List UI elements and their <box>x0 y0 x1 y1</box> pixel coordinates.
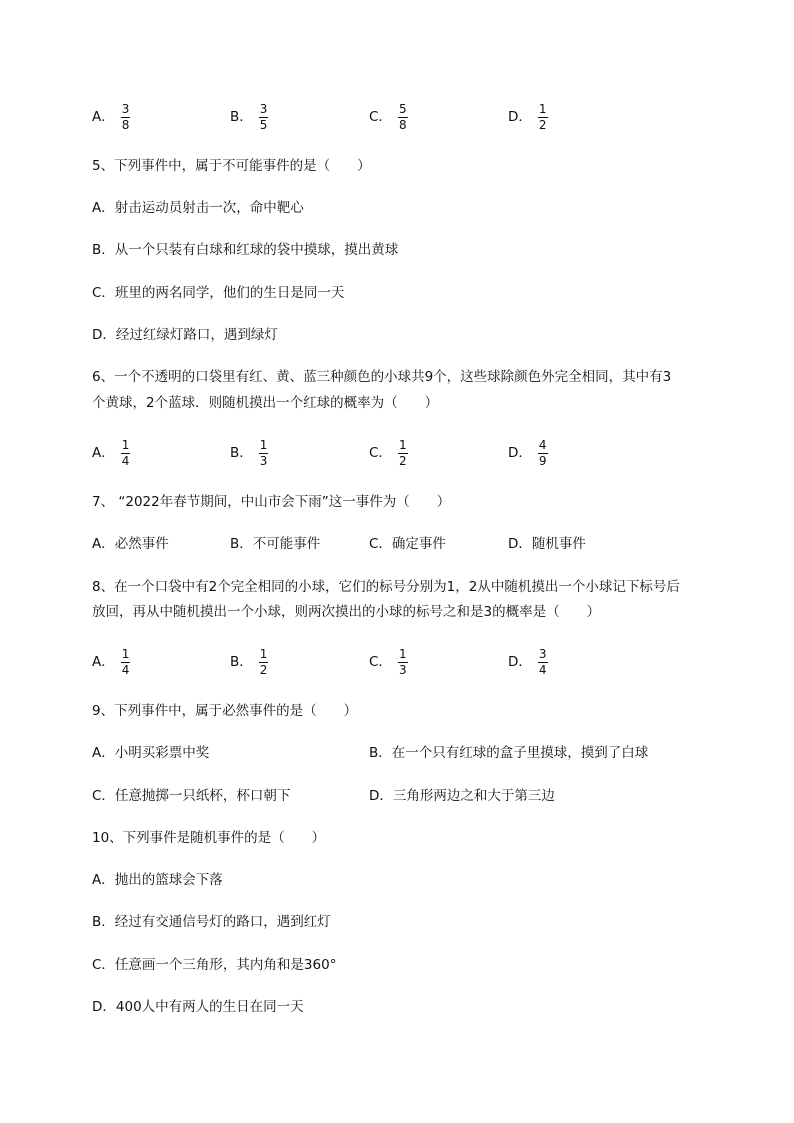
q4-option-d <box>508 97 548 137</box>
denominator: 4 <box>121 662 130 677</box>
numerator: 5 <box>398 101 407 116</box>
q10-option-d: D．400人中有两人的生日在同一天 <box>92 999 304 1015</box>
fraction <box>398 439 408 468</box>
q9-option-a: A．小明买彩票中奖 <box>92 745 210 761</box>
fraction <box>121 439 131 468</box>
numerator: 1 <box>398 437 407 452</box>
denominator: 3 <box>259 453 268 468</box>
fraction <box>259 648 269 677</box>
numerator: 3 <box>538 646 547 661</box>
option-label: C． <box>369 654 392 670</box>
option-label: A． <box>92 445 115 461</box>
option-label: D． <box>508 654 532 670</box>
q9-stem: 9、下列事件中，属于必然事件的是（ ） <box>92 703 358 719</box>
denominator: 2 <box>259 662 268 677</box>
numerator: 3 <box>259 101 268 116</box>
denominator: 2 <box>398 453 407 468</box>
q7-option-d: D．随机事件 <box>508 536 586 552</box>
q8-option-c <box>369 642 408 682</box>
fraction <box>121 648 131 677</box>
q7-option-a: A．必然事件 <box>92 536 169 552</box>
denominator: 3 <box>398 662 407 677</box>
q9-option-b: B．在一个只有红球的盒子里摸球，摸到了白球 <box>369 745 649 761</box>
q8-option-a <box>92 642 130 682</box>
fraction <box>121 103 131 132</box>
numerator: 1 <box>538 101 547 116</box>
option-label: A． <box>92 109 115 125</box>
q8-stem-line2: 放回，再从中随机摸出一个小球，则两次摸出的小球的标号之和是3的概率是（ ） <box>92 604 601 620</box>
q5-option-c: C．班里的两名同学，他们的生日是同一天 <box>92 285 345 301</box>
numerator: 1 <box>398 646 407 661</box>
option-label: B． <box>230 654 253 670</box>
numerator: 1 <box>259 646 268 661</box>
q10-option-a: A．抛出的篮球会下落 <box>92 872 223 888</box>
q9-option-c: C．任意抛掷一只纸杯，杯口朝下 <box>92 788 291 804</box>
option-label: C． <box>369 445 392 461</box>
q10-option-c: C．任意画一个三角形，其内角和是360° <box>92 957 337 973</box>
q6-option-a <box>92 433 130 473</box>
q5-option-a: A．射击运动员射击一次，命中靶心 <box>92 200 304 216</box>
denominator: 8 <box>398 117 407 132</box>
option-label: C． <box>369 109 392 125</box>
q8-option-b <box>230 642 268 682</box>
q4-option-b <box>230 97 268 137</box>
q7-stem: 7、 “2022年春节期间，中山市会下雨”这一事件为（ ） <box>92 494 451 510</box>
fraction <box>259 103 269 132</box>
q10-stem: 10、下列事件是随机事件的是（ ） <box>92 830 326 846</box>
fraction <box>538 439 548 468</box>
numerator: 3 <box>121 101 130 116</box>
q5-option-b: B．从一个只装有白球和红球的袋中摸球，摸出黄球 <box>92 242 399 258</box>
option-label: B． <box>230 445 253 461</box>
q7-option-b: B．不可能事件 <box>230 536 321 552</box>
fraction <box>538 103 548 132</box>
fraction <box>398 103 408 132</box>
fraction <box>398 648 408 677</box>
q6-stem-line2: 个黄球，2个蓝球．则随机摸出一个红球的概率为（ ） <box>92 395 439 411</box>
option-label: B． <box>230 109 253 125</box>
q7-option-c: C．确定事件 <box>369 536 446 552</box>
q8-option-d <box>508 642 548 682</box>
denominator: 4 <box>538 662 547 677</box>
option-label: D． <box>508 445 532 461</box>
denominator: 8 <box>121 117 130 132</box>
q6-option-b <box>230 433 268 473</box>
numerator: 4 <box>538 437 547 452</box>
option-label: A． <box>92 654 115 670</box>
q8-stem-line1: 8、在一个口袋中有2个完全相同的小球，它们的标号分别为1，2从中随机摸出一个小球记下标号后 <box>92 579 680 595</box>
denominator: 9 <box>538 453 547 468</box>
denominator: 5 <box>259 117 268 132</box>
q4-option-a <box>92 97 130 137</box>
q5-option-d: D．经过红绿灯路口，遇到绿灯 <box>92 327 278 343</box>
q6-stem-line1: 6、一个不透明的口袋里有红、黄、蓝三种颜色的小球共9个，这些球除颜色外完全相同，其中有3 <box>92 369 672 385</box>
q6-option-d <box>508 433 548 473</box>
q10-option-b: B．经过有交通信号灯的路口，遇到红灯 <box>92 914 331 930</box>
fraction <box>538 648 548 677</box>
numerator: 1 <box>259 437 268 452</box>
denominator: 2 <box>538 117 547 132</box>
q9-option-d: D．三角形两边之和大于第三边 <box>369 788 555 804</box>
q6-option-c <box>369 433 408 473</box>
numerator: 1 <box>121 437 130 452</box>
q5-stem: 5、下列事件中，属于不可能事件的是（ ） <box>92 158 371 174</box>
numerator: 1 <box>121 646 130 661</box>
q4-option-c <box>369 97 408 137</box>
denominator: 4 <box>121 453 130 468</box>
fraction <box>259 439 269 468</box>
option-label: D． <box>508 109 532 125</box>
